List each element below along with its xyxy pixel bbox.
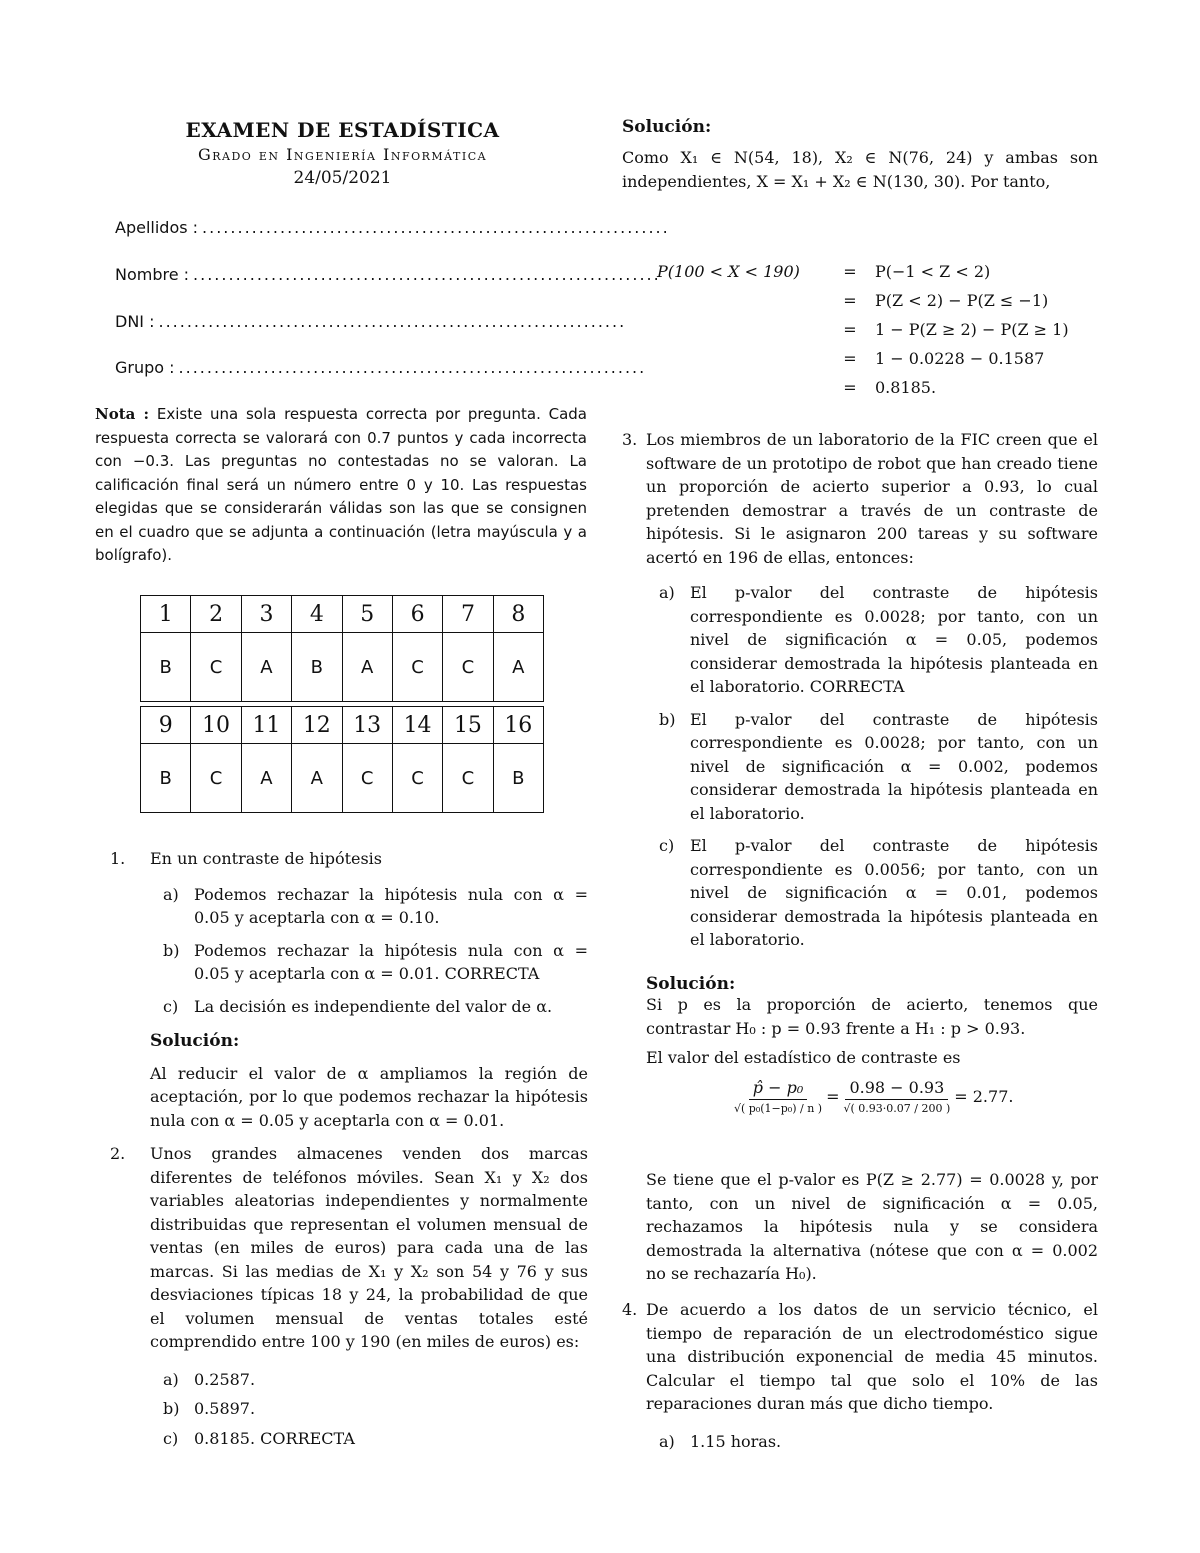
- solution-text: Como X₁ ∈ N(54, 18), X₂ ∈ N(76, 24) y ambas son independientes, X = X₁ + X₂ ∈ N(130, 30). Por tanto,: [622, 148, 1098, 191]
- option-letter: c): [659, 836, 675, 855]
- equation-equals: =: [843, 378, 857, 397]
- option-text: El p-valor del contraste de hipótesis correspondiente es 0.0028; por tanto, con un nivel de significación α = 0.002, podemos considerar demostrada la hipótesis planteada en el laboratorio.: [690, 709, 1098, 823]
- question-text: De acuerdo a los datos de un servicio técnico, el tiempo de reparación de un electrodoméstico sigue una distribución exponencial de media 45 minutos. Calcular el tiempo tal que solo el 10% de las reparaciones duran más que dicho tiempo.: [646, 1300, 1098, 1413]
- question-text: Los miembros de un laboratorio de la FIC creen que el software de un prototipo de robot que han creado tiene un proporción de acierto superior a 0.93, lo cual pretenden demostrar a través de un contraste de hipótesis. Si le asignaron 200 tareas y su software acertó en 196 de ellas, entonces:: [646, 430, 1098, 567]
- question-number-cell: 16: [493, 707, 543, 744]
- question-number-cell: 11: [241, 707, 291, 744]
- question-number: 1.: [110, 849, 126, 868]
- question-number-cell: 6: [392, 596, 442, 633]
- question-number-cell: 4: [292, 596, 342, 633]
- field-dots: ..................................................................: [193, 265, 661, 284]
- field-label: DNI :: [115, 312, 155, 331]
- question-number-cell: 15: [443, 707, 493, 744]
- option-text: El p-valor del contraste de hipótesis correspondiente es 0.0028; por tanto, con un nivel de significación α = 0.05, podemos considerar demostrada la hipótesis planteada en el laboratorio. CORRECTA: [690, 583, 1098, 696]
- equation-step: 1 − P(Z ≥ 2) − P(Z ≥ 1): [875, 320, 1069, 339]
- question-number-cell: 10: [191, 707, 241, 744]
- option-a: [646, 1430, 1098, 1454]
- option-letter: b): [659, 709, 676, 729]
- answer-cell: C: [443, 633, 493, 702]
- option-b: [150, 1397, 588, 1421]
- nota-paragraph: [95, 403, 587, 568]
- answer-cell: B: [141, 744, 191, 813]
- option-letter: a): [163, 884, 179, 904]
- answer-cell: A: [241, 744, 291, 813]
- answer-cell: C: [443, 744, 493, 813]
- option-a: [150, 883, 588, 930]
- equation-step: P(−1 < Z < 2): [875, 262, 991, 281]
- field-dots: ..................................................................: [202, 218, 670, 237]
- answer-cell: A: [292, 744, 342, 813]
- solution-heading: Solución:: [622, 117, 712, 137]
- option-c: [150, 995, 588, 1019]
- question-3: [622, 428, 1098, 952]
- option-letter: c): [163, 996, 179, 1016]
- question-number-cell: 2: [191, 596, 241, 633]
- answer-table-top: [140, 595, 544, 702]
- solution-heading: Solución:: [150, 1031, 240, 1051]
- question-text: En un contraste de hipótesis: [150, 849, 383, 868]
- solution-text: Se tiene que el p-valor es P(Z ≥ 2.77) = 0.0028 y, por tanto, con un nivel de significación α = 0.05, rechazamos la hipótesis nula y se considera demostrada la alternativa (nótese que con α = 0.002 no se rechazaría H₀).: [646, 1170, 1098, 1283]
- question-number-cell: 8: [493, 596, 543, 633]
- solution-text: Si p es la proporción de acierto, tenemos que contrastar H₀ : p = 0.93 frente a H₁ : p > 0.93.: [646, 995, 1098, 1038]
- answer-cell: B: [141, 633, 191, 702]
- nombre-field[interactable]: [115, 265, 661, 284]
- question-number-cell: 5: [342, 596, 392, 633]
- apellidos-field[interactable]: [115, 218, 670, 237]
- exam-title: EXAMEN DE ESTADÍSTICA: [185, 118, 500, 142]
- question-number-cell: 1: [141, 596, 191, 633]
- answer-table-bottom: [140, 706, 544, 813]
- option-letter: b): [163, 940, 180, 960]
- option-letter: b): [163, 1399, 180, 1418]
- exam-date: 24/05/2021: [293, 168, 392, 188]
- probability-equation: [657, 262, 1097, 407]
- solution-text: El valor del estadístico de contraste es: [646, 1048, 961, 1067]
- field-dots: ..................................................................: [178, 358, 647, 377]
- field-label: Apellidos :: [115, 218, 199, 237]
- answer-cell: C: [392, 744, 442, 813]
- question-text: Unos grandes almacenes venden dos marcas diferentes de teléfonos móviles. Sean X₁ y X₂ dos variables aleatorias independientes y normalmente distribuidas que representan el volumen mensual de ventas (en miles de euros) para cada una de las marcas. Si las medias de X₁ y X₂ son 54 y 76 y sus desviaciones típicas 18 y 24, la probabilidad de que el volumen mensual de ventas totales esté comprendido entre 100 y 190 (en miles de euros) es:: [150, 1144, 588, 1351]
- option-letter: a): [163, 1369, 179, 1389]
- question-number-cell: 3: [241, 596, 291, 633]
- exam-subtitle: Grado en Ingeniería Informática: [197, 145, 488, 164]
- option-text: Podemos rechazar la hipótesis nula con α = 0.05 y aceptarla con α = 0.10.: [194, 884, 588, 927]
- option-letter: a): [659, 1431, 675, 1451]
- formula-numerator: 0.98 − 0.93: [845, 1078, 948, 1100]
- field-label: Nombre :: [115, 265, 190, 284]
- option-a: [646, 581, 1098, 699]
- formula-equals: =: [826, 1087, 840, 1106]
- answer-cell: C: [191, 633, 241, 702]
- option-c: [646, 834, 1098, 952]
- answer-cell: A: [241, 633, 291, 702]
- question-number-cell: 9: [141, 707, 191, 744]
- option-a: [150, 1368, 588, 1392]
- formula-denominator: √( 0.93·0.07 / 200 ): [843, 1102, 951, 1115]
- grupo-field[interactable]: [115, 358, 647, 377]
- option-letter: a): [659, 583, 675, 602]
- option-text: Podemos rechazar la hipótesis nula con α = 0.05 y aceptarla con α = 0.01. CORRECTA: [194, 940, 588, 983]
- question-number-cell: 14: [392, 707, 442, 744]
- equation-lhs: P(100 < X < 190): [657, 262, 800, 281]
- dni-field[interactable]: [115, 312, 627, 331]
- equation-equals: =: [843, 320, 857, 339]
- option-text: La decisión es independiente del valor de α.: [194, 996, 553, 1016]
- formula-result: = 2.77.: [954, 1087, 1014, 1106]
- answer-cell: B: [493, 744, 543, 813]
- option-text: 0.2587.: [194, 1369, 256, 1389]
- option-text: 0.8185. CORRECTA: [194, 1428, 355, 1448]
- question-number: 4.: [622, 1300, 638, 1319]
- question-number-cell: 13: [342, 707, 392, 744]
- question-4: [622, 1298, 1098, 1453]
- option-b: [646, 708, 1098, 826]
- question-2: [110, 1142, 588, 1450]
- option-c: [150, 1427, 588, 1451]
- solution-text: Al reducir el valor de α ampliamos la región de aceptación, por lo que podemos rechazar la hipótesis nula con α = 0.05 y aceptarla con α = 0.01.: [150, 1063, 588, 1130]
- equation-equals: =: [843, 291, 857, 310]
- option-text: 1.15 horas.: [690, 1431, 782, 1451]
- option-letter: c): [163, 1428, 179, 1448]
- question-number: 2.: [110, 1144, 126, 1163]
- question-number-cell: 7: [443, 596, 493, 633]
- equation-step: 1 − 0.0228 − 0.1587: [875, 349, 1045, 368]
- question-1: [110, 847, 588, 1132]
- question-number: 3.: [622, 430, 638, 449]
- equation-equals: =: [843, 349, 857, 368]
- test-statistic-formula: [730, 1078, 1090, 1115]
- equation-step: P(Z < 2) − P(Z ≤ −1): [875, 291, 1049, 310]
- formula-numerator: p̂ − p₀: [749, 1078, 807, 1100]
- answer-cell: B: [292, 633, 342, 702]
- formula-denominator: √( p₀(1−p₀) / n ): [734, 1102, 823, 1115]
- equation-step: 0.8185.: [875, 378, 937, 397]
- option-text: El p-valor del contraste de hipótesis correspondiente es 0.0056; por tanto, con un nivel de significación α = 0.01, podemos considerar demostrada la hipótesis planteada en el laboratorio.: [690, 836, 1098, 949]
- option-text: 0.5897.: [194, 1399, 256, 1418]
- solution-heading: Solución:: [646, 974, 736, 994]
- answer-cell: C: [342, 744, 392, 813]
- question-number-cell: 12: [292, 707, 342, 744]
- equation-equals: =: [843, 262, 857, 281]
- nota-text: Existe una sola respuesta correcta por pregunta. Cada respuesta correcta se valorará con 0.7 puntos y cada incorrecta con −0.3. Las preguntas no contestadas no se valoran. La calificación final será un número entre 0 y 10. Las respuestas elegidas que se considerarán válidas son las que se consignen en el cuadro que se adjunta a continuación (letra mayúscula y a bolígrafo).: [95, 405, 587, 564]
- field-dots: ..................................................................: [158, 312, 627, 331]
- option-b: [150, 939, 588, 986]
- answer-cell: C: [191, 744, 241, 813]
- nota-label: Nota :: [95, 405, 150, 423]
- field-label: Grupo :: [115, 358, 175, 377]
- answer-cell: C: [392, 633, 442, 702]
- answer-cell: A: [493, 633, 543, 702]
- answer-cell: A: [342, 633, 392, 702]
